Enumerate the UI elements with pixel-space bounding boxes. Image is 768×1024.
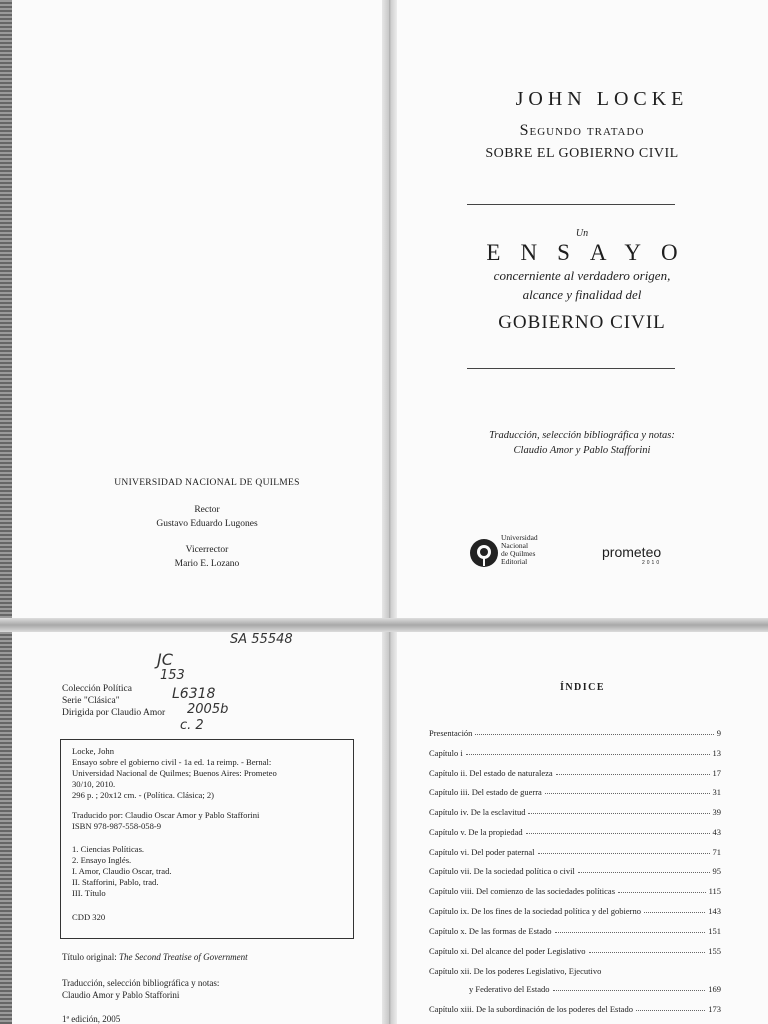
university-name: UNIVERSIDAD NACIONAL DE QUILMES	[114, 478, 300, 488]
toc-leader-dots	[526, 832, 710, 834]
toc-entry	[429, 766, 721, 778]
toc-entry-title: Capítulo xi. Del alcance del poder Legislativo	[429, 946, 586, 956]
toc-leader-dots	[589, 951, 706, 953]
prometeo-logo: prometeo	[602, 544, 662, 560]
toc-entry-title: y Federativo del Estado	[469, 984, 550, 994]
catalog-line: 296 p. ; 20x12 cm. - (Política. Clásica; 2)	[72, 790, 215, 800]
toc-entry-page: 169	[708, 984, 721, 994]
toc-entry-page: 173	[708, 1004, 721, 1014]
handwritten-call-number: L6318	[172, 686, 216, 702]
translation-credit-label: Traducción, selección bibliográfica y notas:	[489, 430, 675, 441]
handwritten-call-number: c. 2	[180, 718, 204, 733]
toc-entry-page: 71	[712, 847, 721, 857]
toc-entry-title: Capítulo xii. De los poderes Legislativo, Ejecutivo	[429, 966, 602, 976]
toc-entry-title: Capítulo viii. Del comienzo de las sociedades políticas	[429, 886, 616, 896]
catalog-line: Universidad Nacional de Quilmes; Buenos Aires: Prometeo	[72, 768, 277, 778]
toc-leader-dots	[644, 911, 705, 913]
toc-leader-dots	[528, 812, 709, 814]
edition: 1ª edición, 2005	[62, 1014, 121, 1024]
ensayo-heading: ENSAYO	[486, 240, 698, 265]
rector-name: Gustavo Eduardo Lugones	[156, 519, 258, 529]
catalog-line: 30/10, 2010.	[72, 779, 116, 789]
toc-entry	[429, 924, 721, 936]
author-name: JOHN LOCKE	[515, 88, 689, 110]
toc-entry-page: 95	[712, 866, 721, 876]
scan-edge	[0, 0, 12, 1024]
catalog-line: 2. Ensayo Inglés.	[72, 855, 132, 865]
toc-leader-dots	[636, 1009, 705, 1011]
toc-entry	[429, 845, 721, 857]
toc-entry-title: Capítulo iii. Del estado de guerra	[429, 787, 542, 797]
toc-entry	[429, 944, 721, 956]
toc-entry	[429, 805, 721, 817]
toc-leader-dots	[545, 792, 710, 794]
translation-credit-names: Claudio Amor y Pablo Stafforini	[513, 445, 651, 456]
toc-entry	[429, 1002, 721, 1014]
handwritten-call-number: 153	[160, 668, 185, 683]
toc-entry-page: 143	[708, 906, 721, 916]
catalog-line: III. Título	[72, 888, 106, 898]
toc-entry	[429, 864, 721, 876]
handwritten-accession: SA 55548	[230, 632, 293, 647]
toc-entry-title: Capítulo ii. Del estado de naturaleza	[429, 768, 553, 778]
unq-editorial-logo-text: Universidad Nacional de Quilmes Editorial	[501, 533, 538, 566]
toc-entry-page: 155	[708, 946, 721, 956]
handwritten-call-number: JC	[157, 650, 173, 669]
unq-logo-icon	[469, 538, 499, 568]
toc-entry-page: 115	[708, 886, 721, 896]
university-page	[12, 0, 382, 618]
catalog-line: ISBN 978-987-558-058-9	[72, 821, 162, 831]
toc-entry-page: 39	[712, 807, 721, 817]
catalog-line: CDD 320	[72, 912, 106, 922]
toc-entry	[429, 904, 721, 916]
toc-entry-title: Capítulo ix. De los fines de la sociedad política y del gobierno	[429, 906, 641, 916]
directed-by-label: Dirigida por Claudio Amor	[62, 708, 166, 718]
toc-entry-page: 31	[712, 787, 721, 797]
toc-entry-page: 9	[716, 728, 721, 738]
title-line-2: SOBRE EL GOBIERNO CIVIL	[485, 146, 679, 161]
index-page	[397, 632, 768, 1024]
toc-entry-page: 13	[712, 748, 721, 758]
vicerrector-label: Vicerrector	[185, 545, 229, 555]
toc-entry-page: 17	[712, 768, 721, 778]
divider-rule	[467, 368, 675, 369]
toc-entry-title: Capítulo vi. Del poder paternal	[429, 847, 535, 857]
catalog-line: II. Stafforini, Pablo, trad.	[72, 877, 159, 887]
toc-leader-dots	[475, 733, 713, 735]
book-gutter	[382, 0, 397, 1024]
un-label: Un	[575, 228, 589, 239]
title-line-1: Segundo tratado	[519, 122, 645, 139]
toc-leader-dots	[578, 871, 710, 873]
catalog-line: Traducido por: Claudio Oscar Amor y Pablo Stafforini	[72, 810, 260, 820]
toc-entry-title: Capítulo xiii. De la subordinación de los poderes del Estado	[429, 1004, 633, 1014]
catalog-line: I. Amor, Claudio Oscar, trad.	[72, 866, 172, 876]
toc-entry-title: Presentación	[429, 728, 473, 738]
series-label: Serie "Clásica"	[62, 696, 120, 706]
translators: Claudio Amor y Pablo Stafforini	[62, 990, 180, 1000]
toc-entry	[469, 982, 721, 994]
title-page	[397, 0, 768, 618]
divider-rule	[467, 204, 675, 205]
toc-entry	[429, 884, 721, 896]
toc-entry-title: Capítulo x. De las formas de Estado	[429, 926, 552, 936]
gobierno-civil-heading: GOBIERNO CIVIL	[498, 312, 666, 333]
handwritten-call-number: 2005b	[187, 702, 229, 717]
toc-entry-title: Capítulo i	[429, 748, 463, 758]
catalog-line: Ensayo sobre el gobierno civil - 1a ed. 1a reimp. - Bernal:	[72, 757, 272, 767]
scan-split	[0, 618, 768, 632]
toc-leader-dots	[555, 931, 706, 933]
copyright-page	[12, 632, 382, 1024]
toc-entry-title: Capítulo v. De la propiedad	[429, 827, 523, 837]
catalog-line: 1. Ciencias Políticas.	[72, 844, 145, 854]
toc-leader-dots	[618, 891, 706, 893]
toc-leader-dots	[538, 852, 710, 854]
toc-entry	[429, 785, 721, 797]
toc-entry	[429, 746, 721, 758]
original-title-line: Título original: The Second Treatise of Government	[62, 952, 248, 962]
toc-entry-title: Capítulo vii. De la sociedad política o civil	[429, 866, 575, 876]
rector-label: Rector	[194, 505, 220, 515]
toc-entry-title: Capítulo iv. De la esclavitud	[429, 807, 526, 817]
toc-leader-dots	[466, 753, 710, 755]
toc-entry	[429, 964, 721, 976]
toc-entry	[429, 726, 721, 738]
toc-leader-dots	[556, 773, 710, 775]
toc-entry-page: 151	[708, 926, 721, 936]
index-heading: ÍNDICE	[559, 682, 606, 693]
toc-entry	[429, 825, 721, 837]
vicerrector-name: Mario E. Lozano	[174, 559, 240, 569]
toc-entry-page: 43	[712, 827, 721, 837]
collection-label: Colección Política	[62, 684, 132, 694]
toc-leader-dots	[553, 989, 706, 991]
concerning-line-2: alcance y finalidad del	[522, 287, 642, 302]
prometeo-year: 2010	[642, 560, 662, 566]
catalog-line: Locke, John	[72, 746, 115, 756]
concerning-line-1: concerniente al verdadero origen,	[493, 268, 671, 283]
translation-label: Traducción, selección bibliográfica y notas:	[62, 978, 220, 988]
